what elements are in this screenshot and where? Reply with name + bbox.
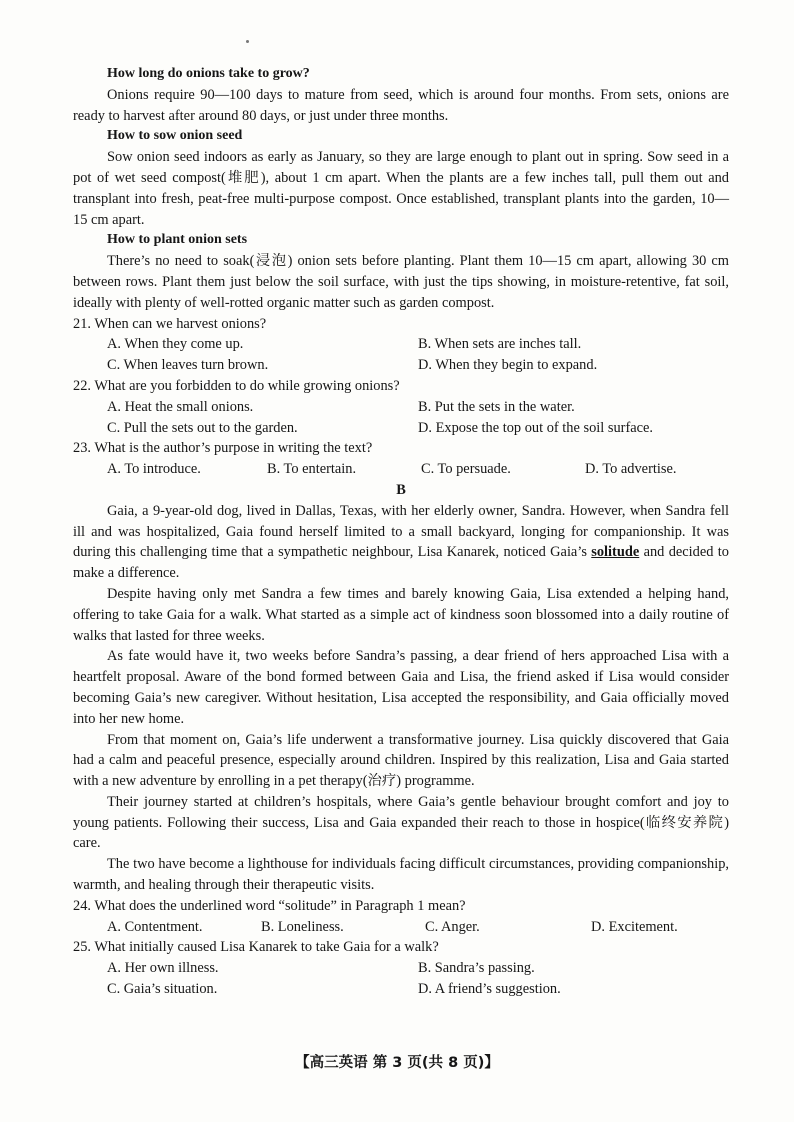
option-22-b: B. Put the sets in the water. <box>418 398 575 415</box>
paragraph-plant-sets: There’s no need to soak(浸泡) onion sets before planting. Plant them 10—15 cm apart, allowing 30 cm between rows. Plant them just below the soil surface, with just the tips showing, in moisture-retentive, fat soil, ideally with plenty of well-rotted organic matter such as garden compost. <box>73 253 729 311</box>
option-22-c: C. Pull the sets out to the garden. <box>107 419 298 436</box>
options-22-row2 <box>73 418 729 439</box>
option-24-b: B. Loneliness. <box>261 918 344 935</box>
question-22: 22. What are you forbidden to do while growing onions? <box>73 377 400 394</box>
question-25: 25. What initially caused Lisa Kanarek to take Gaia for a walk? <box>73 939 439 956</box>
paragraph-sow-seed: Sow onion seed indoors as early as January, so they are large enough to plant out in spring. Sow seed in a pot of wet seed compost(堆肥), about 1 cm apart. When the plants are a few inches tall, pull them out and transplant into fresh, peat-free multi-purpose compost. Once established, transplant plants into the garden, 10—15 cm apart. <box>73 149 729 228</box>
paragraph-b-4: From that moment on, Gaia’s life underwent a transformative journey. Lisa quickly discovered that Gaia had a calm and peaceful presence, especially around children. Inspired by this realization, Lisa and Gaia started with a new adventure by enrolling in a pet therapy(治疗) programme. <box>73 731 729 790</box>
option-22-d: D. Expose the top out of the soil surface. <box>418 419 653 436</box>
paragraph-b-1-end: and decided to make a difference. <box>73 544 729 582</box>
section-heading-b: B <box>396 481 406 498</box>
options-21 <box>73 334 729 355</box>
options-25 <box>73 958 729 979</box>
underlined-word: solitude <box>591 544 640 561</box>
option-21-d: D. When they begin to expand. <box>418 357 598 374</box>
paragraph-b-6: The two have become a lighthouse for individuals facing difficult circumstances, providing companionship, warmth, and healing through their therapeutic visits. <box>73 856 729 894</box>
scan-speck <box>246 40 249 43</box>
heading-grow-time: How long do onions take to grow? <box>107 66 310 81</box>
paragraph-b-2: Despite having only met Sandra a few times and barely knowing Gaia, Lisa extended a helping hand, offering to take Gaia for a walk. What started as a simple act of kindness soon blossomed into a daily routine of walks that lasted for three weeks. <box>73 585 729 644</box>
option-25-a: A. Her own illness. <box>107 960 219 977</box>
paragraph-b-1 <box>73 501 729 584</box>
page-footer: 【高三英语 第 3 页(共 8 页)】 <box>295 1055 499 1071</box>
heading-sow-seed: How to sow onion seed <box>107 128 243 144</box>
option-23-c: C. To persuade. <box>421 461 511 478</box>
option-24-c: C. Anger. <box>425 918 480 935</box>
options-22 <box>73 397 729 418</box>
page-content <box>73 64 729 1000</box>
question-24: 24. What does the underlined word “solitude” in Paragraph 1 mean? <box>73 897 466 914</box>
option-21-c: C. When leaves turn brown. <box>107 357 269 374</box>
options-24 <box>73 917 729 938</box>
options-25-row2 <box>73 979 729 1000</box>
option-23-a: A. To introduce. <box>107 461 201 478</box>
options-21-row2 <box>73 355 729 376</box>
option-22-a: A. Heat the small onions. <box>107 398 254 415</box>
question-23: 23. What is the author’s purpose in writing the text? <box>73 440 373 457</box>
option-25-b: B. Sandra’s passing. <box>418 960 535 977</box>
paragraph-grow-time: Onions require 90—100 days to mature from seed, which is around four months. From sets, onions are ready to harvest after around 80 days, or just under three months. <box>73 86 729 124</box>
option-21-a: A. When they come up. <box>107 336 244 353</box>
question-21: 21. When can we harvest onions? <box>73 315 267 332</box>
option-21-b: B. When sets are inches tall. <box>418 336 582 353</box>
heading-plant-sets: How to plant onion sets <box>107 232 248 248</box>
paragraph-b-1-start: Gaia, a 9-year-old dog, lived in Dallas, Texas, with her elderly owner, Sandra. However, when Sandra fell ill and was hospitalized, Gaia found herself limited to a small backyard, longing for companionship. It was during this challenging time that a sympathetic neighbour, Lisa Kanarek, noticed Gaia’s <box>73 502 729 561</box>
option-24-a: A. Contentment. <box>107 918 203 935</box>
option-24-d: D. Excitement. <box>591 918 678 935</box>
option-25-c: C. Gaia’s situation. <box>107 981 218 998</box>
option-23-b: B. To entertain. <box>267 461 357 478</box>
paragraph-b-5: Their journey started at children’s hospitals, where Gaia’s gentle behaviour brought comfort and joy to young patients. Following their success, Lisa and Gaia expanded their reach to those in hospice(临终安养院) care. <box>73 793 729 852</box>
option-23-d: D. To advertise. <box>585 461 677 478</box>
options-23 <box>73 459 729 480</box>
paragraph-b-3: As fate would have it, two weeks before Sandra’s passing, a dear friend of hers approached Lisa with a heartfelt proposal. Aware of the bond formed between Gaia and Lisa, the friend asked if Lisa would consider becoming Gaia’s new caregiver. Without hesitation, Lisa accepted the responsibility, and Gaia officially moved into her new home. <box>73 648 729 727</box>
option-25-d: D. A friend’s suggestion. <box>418 981 561 998</box>
